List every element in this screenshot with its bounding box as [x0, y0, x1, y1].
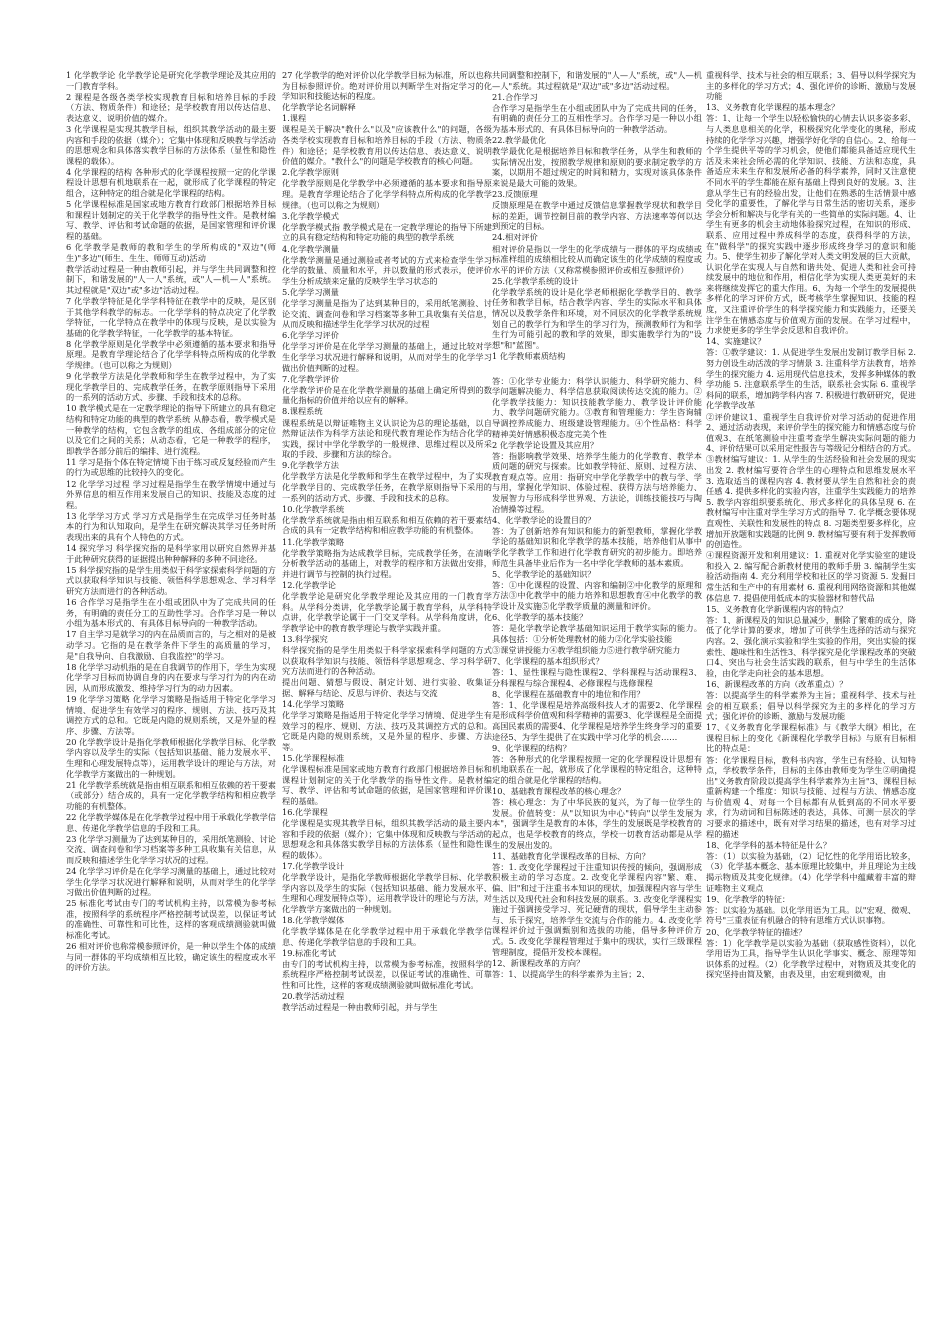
paragraph: 6、化学教学的基本技能？	[492, 612, 588, 623]
paragraph: 4 化学课程的结构 各种形式的化学课程按照一定的化学课程设计思想有机地联系在一起，就形成了化学课程的特定组合，这种特定的组合就是化学课程的结构。	[66, 166, 276, 199]
paragraph: 答：1. 改变化学课程过于注重知识传授的倾向，强调形成积极主动的学习态度。2. 改变化学课程内容"繁、难、偏、旧"和过于注重书本知识的现状，加强课程内容与学生生活以及现代社会和科技发展的联系。3. 改变化学课程实施过于强调接受学习、死记硬背的现状，倡导学生主动参与、乐于探究，培养学生交流与合作的能力。4. 改变化学课程评价过于强调甄别和选拔的功能，倡导多种评价方式。5. 改变化学课程管理过于集中的现状，实行三级课程管理制度，提倡开发校本课程。	[492, 861, 702, 957]
paragraph: 12、新课程改革的方向？	[492, 957, 585, 968]
paragraph: 答：1）化学教学是以实验为基础（获取感性资料），以化学用语为工具，指导学生认识化学事实、概念、原理等知识体系的过程。（2）化学教学过程中，对物质及其变化的探究坚持由简及繁，由表及里，由宏观到微观，由	[706, 937, 916, 980]
paragraph: ③课堂讲授能力④教学组织能力⑤进行教学研究能力	[492, 644, 681, 655]
paragraph: 科学探究指的是学生用类似于科学家探索科学问题的方式以获取科学知识与技能、领悟科学思想观念、学习科学研究方法而进行的各种活动。	[282, 644, 492, 677]
paragraph: 15、义务教育化学新课程内容的特点？	[706, 603, 848, 614]
paragraph: 化学学习评价是在化学学习测量的基础上，通过比较对学生化学学习状况进行解释和说明，从而对学生的化学学习做出价值判断的过程。	[282, 341, 492, 373]
paragraph: 化学教学模式指 教学模式是在一定教学理论的指导下所建立的具有稳定结构和特定功能的典型的教学系统	[282, 221, 492, 243]
paragraph: 答：各种形式的化学课程按照一定的化学课程设计思想有机地联系在一起，就形成了化学课程的特定组合，这种特定的组合就是化学课程的结构。	[492, 753, 702, 785]
paragraph: 合作学习是指学生在小组或团队中为了完成共同的任务，有明确的责任分工的互相性学习。合作学习是一种以小组为基本形式的、有具体目标导向的一种教学活动。	[492, 102, 702, 134]
paragraph: 22 化学教学媒体是在化学教学过程中用于承载化学教学信息、传递化学教学信息的手段和工具。	[66, 811, 276, 833]
paragraph: 化学教学系统的设计是化学老师根据化学教学目的、教学任务和教学目标，结合教学内容、学生的实际水平和具体情况以及教学条件和环境，对不同层次的化学教学系统规划自己的教学行为和学生的学习行为，预测教师行为和学生行为可能引起的教和学的效果，即实施教学行为的"设想"和"蓝图"。	[492, 286, 702, 350]
paragraph: 21.合作学习	[492, 91, 538, 102]
paragraph: 课程系统是以辩证唯物主义认识论为总的理论基础，以自然辩证法作为科学方法论和现代教育理论作为结合化学的实践，探讨中学化学教学的一般规律、思维过程以及所采取的手段、步骤和方法的综合。	[282, 417, 492, 460]
paragraph: 共同调整和控制下，和谐发展的"人—人"系统，或"人—机—人"系统。其过程就是"双边"或"多边"活动过程。	[492, 70, 702, 91]
paragraph: 10 教学模式是在一定教学理论的指导下所建立的具有稳定结构和特定功能的典型的教学系统 从静态看，教学模式是一种教学的结构，它包含教学的组成、各组成部分的定位以及它们之间的关系；从动态看，它是一种教学的程序，即教学各部分前后的编排、进行流程。	[66, 403, 276, 456]
paragraph: 答：以实验为基础。以化学用语为工具。以"宏观、微观、符号"三重表征有机融合的特有思维方式认识事物。	[706, 904, 916, 926]
paragraph: 教学活动过程是一种由教师引起，并与学生	[282, 1002, 438, 1013]
paragraph: 22.教学最优化	[492, 135, 546, 146]
paragraph: 答：化学课程目标，教科书内容，学生已有经验、认知特点，学校教学条件，目标的主体由教师变为学生②明确提出"义务教育阶段以提高学生科学素养为主旨"3、课程目标重新构建一个维度：知识与技能、过程与方法、情感态度与价值观 4、对每一个目标都有从低到高的不同水平要求，行为动词和目标陈述的表达，具体、可测一层次的学习要求的描述中，既有对学习结果的描述，也有对学习过程的描述	[706, 754, 916, 839]
paragraph: 25.化学教学系统的设计	[492, 275, 579, 286]
paragraph: 4、化学教学论的设置目的？	[492, 514, 596, 525]
paragraph: 化学教学原则是化学教学中必须遵循的基本要求和指导原理。是教育学理论结合了化学学科特点所构成的化学教学规律。（也可以称之为规则）	[282, 178, 492, 210]
paragraph: 18 化学学习动机指的是在自我调节的作用下，学生为实现化学学习目标而协调自身的内在要求与学习行为的内在动因，从而形成激发、维持学习行为的动力因素。	[66, 661, 276, 693]
paragraph: 答：1、以提高学生的科学素养为主旨；2、	[492, 968, 650, 979]
paragraph: 化学教学方法是化学教师和学生在教学过程中，为了实现化学教学目的、完成教学任务，在教学原则指导下采用的一系列的活动方式、步骤、手段和技术的总称。	[282, 471, 492, 503]
paragraph: 答：①中化课程的设置、内容和编制②中化教学的原理和方法③中化教学中的能力培养和思想教育④中化教学的教学设计及实施⑤化学教学质量的测量和评价。	[492, 579, 702, 611]
paragraph: 5、化学教学论的基础知识？	[492, 568, 596, 579]
paragraph: 18、化学学科的基本特征是什么？	[706, 839, 832, 850]
paragraph: 答：1、显性课程与隐性课程2、学科课程与活动课程3、分科课程与综合课程4、必修课程与选修课程	[492, 667, 702, 688]
paragraph: 7.化学教学评价	[282, 373, 339, 384]
paragraph: 提出问题、猜想与假设、制定计划、进行实验、收集证据、解释与结论、反思与评价、表达与交流	[282, 677, 492, 698]
paragraph: 16 合作学习是指学生在小组或团队中为了完成共同的任务，有明确的责任分工的互助性学习。合作学习是一种以小组为基本形式的、有具体目标导向的一种教学活动。	[66, 597, 276, 629]
text-column-4	[706, 70, 916, 1332]
paragraph: 19、化学教学的特征：	[706, 893, 791, 904]
paragraph: 7 化学教学特征是化学学科特征在教学中的反映，是区别于其他学科教学的标志。一化学学科的特点决定了化学教学特征，一化学特点在教学中的体现与反映，是以实验为基础的化学教学特征，一化学教学的基本特征。	[66, 295, 276, 338]
paragraph: 13、义务教育化学课程的基本理念？	[706, 102, 840, 113]
paragraph: 反馈原理是在教学中通过反馈信息掌握教学现状和教学目标的差距，调节控制目前的教学内容、方法速率等何以达到预定的目标。	[492, 200, 702, 232]
paragraph: 8 化学教学原则是化学教学中必须遵循的基本要求和指导原理。是教育学理论结合了化学学科特点所构成的化学教学规律。（也可以称之为规则）	[66, 338, 276, 371]
paragraph: 11 学习是指个体在特定情境下由于练习或反复经验而产生的行为或思维的比较持久的变化。	[66, 456, 276, 478]
paragraph: 17、《义务教育化学课程标准》与《教学大纲》相比，在课程目标上的变化《新课程化学教学目标》与原有目标相比的特点是：	[706, 722, 916, 754]
paragraph: 24.相对评价	[492, 232, 538, 243]
paragraph: 化学教学策略指为达成教学目标，完成教学任务，在清晰分析教学活动的基础上，对教学的程序和方法做出安排，并进行调节与控制的执行过程。	[282, 547, 492, 579]
text-column-3	[492, 70, 702, 1332]
paragraph: 8.课程系统	[282, 406, 323, 417]
paragraph: 2 化学教学论设置及其应用？	[492, 439, 599, 450]
paragraph: 12 化学学习过程 学习过程是指学生在教学情境中通过与外界信息的相互作用来发展自己的知识、技能及态度的过程。	[66, 478, 276, 510]
paragraph: 7、化学课程的基本组织形式？	[492, 655, 604, 666]
paragraph: 11、基础教育化学课程改革的目标、方向？	[492, 850, 650, 861]
paragraph: 14.化学学习策略	[282, 698, 345, 709]
paragraph: 20 化学教学设计是指化学教师根据化学教学目标、化学教学内容以及学生的实际（包括知识基础、能力发展水平、生理和心理发展特点等），运用教学设计的理论与方法，对化学教学方案做出的一种规划。	[66, 736, 276, 779]
paragraph: 3.化学教学模式	[282, 210, 339, 221]
paragraph: 教学活动过程是一种由教师引起，并与学生共同调整和控制下，和谐发展的"人一人"系统，或"人—机—人"系统。其过程就是"双边"或"多边"活动过程。	[66, 263, 276, 295]
paragraph: 10.化学教学系统	[282, 503, 345, 514]
paragraph: 答：是化学教学论教学基础知识运用于教学实际的能力。具体包括：①分析处理教材的能力②化学实验技能	[492, 623, 702, 644]
paragraph: ④课程资源开发和利用建议：1. 重视对化学实验室的建设和投入 2. 编写配合新教材使用的教师手册 3. 编制学生实验活动指南 4. 充分利用学校和社区的学习资源 5. 发掘日常生活和生产中的有用素材 6. 重视利用网络资源和其他媒体信息 7. 提倡使用低成本的实验器材和替代品	[706, 550, 916, 603]
paragraph: 化学学习策略是指适用于特定化学学习情境、促进学生有效学习的程序、规则、方法、技巧及其调控方式的总和。它既是内隐的规则系统，又是外显的程序、步骤、方法等。	[282, 710, 492, 752]
paragraph: 27 化学教学的绝对评价以化学教学目标为标准，所以也称为目标参照评价。绝对评价用以判断学生对指定学习的化学知识和技能达标的程度。	[282, 70, 492, 102]
paragraph: 1 化学教学论 化学教学论是研究化学教学理论及其应用的一门教育学科。	[66, 70, 276, 91]
paragraph: 15.化学课程标准	[282, 752, 345, 763]
paragraph: 课程是关于解决"教什么"以及"应该教什么"的问题，各级各类学校实现教育目标和培养目标的手段（方法、物质条件）和途径；是学校教育用以传达信息、表达意义、说明价值的媒介。"教什么"的问题是学校教育的核心问题。	[282, 124, 492, 167]
paragraph: 14、实施建议？	[706, 336, 766, 347]
paragraph: 由专门的考试机构主持，以常模为参考标准，按照科学的系统程序严格控制考试误差，以保证考试的准确性、可靠性和可比性，这样的客观成绩测验就叫做标准化考试。	[282, 958, 492, 990]
paragraph: 23 化学学习测量为了达到某种目的，采用纸笔测验、讨论交流、调查问卷和学习档案等多种工具收集有关信息，从而反映和描述学生化学学习状况的过程。	[66, 833, 276, 865]
paragraph: 20.教学活动过程	[282, 990, 345, 1001]
paragraph: 重视科学、技术与社会的相互联系；3、倡导以科学探究为主的多样化的学习方式；4、强化评价的诊断、激励与发展功能	[706, 70, 916, 102]
paragraph: 19.标准化考试	[282, 947, 336, 958]
paragraph: 17 自主学习是就学习的内在品质而言的，与之相对的是被动学习。它指的是在教学条件下学生的高质量的学习，是"自我导向、自我激励、自我监控"的学习。	[66, 629, 276, 661]
paragraph: 9.化学教学方法	[282, 460, 339, 471]
paragraph: 25 标准化考试由专门的考试机构主持，以常模为参考标准，按照科学的系统程序严格控制考试误差，以保证考试的准确性、可靠性和可比性，这样的客观成绩测验就叫做标准化考试。	[66, 898, 276, 940]
paragraph: 化学教学论名词解释	[282, 102, 356, 113]
paragraph: 答：核心理念：为了中华民族的复兴，为了每一位学生的发展。价值转变：从"以知识为中心"转向"以学生发展为本"，强调学生是教育的本体，学生的发展既是学校教育的起点，也是学校教育的终点，学校一切教育活动都是从学生的发展出发的。	[492, 797, 702, 850]
paragraph: 5 化学课程标准是国家或地方教育行政部门根据培养目标和课程计划制定的关于化学教学的指导性文件。是教材编写、教学、评估和考试命题的依据，是国家管理和评价课程的基础。	[66, 199, 276, 241]
paragraph: ②评价建议1、重视学生自我评价对学习活动的促进作用2、通过活动表现，来评价学生的探究能力和情感态度与价值观3、在纸笔测验中注重考查学生解决实际问题的能力4、评价结果可以采用定性报告与等级记分相结合的方式。	[706, 411, 916, 454]
paragraph: 化学教学测量是通过测验或者考试的方式来检查学生学习化学的数量、质量和水平，并以数量的形式表示，使评价学生分析成绩来定量的反映学生学习状态的	[282, 254, 492, 286]
paragraph: 答：指影响教学效果、培养学生能力的化学教育、教学本质问题的研究与探索。比如教学特征、原则、过程方法、教育观点等。应用：指研究中学化学教学中的教与学、学与用，掌握化学知识、体验过程、获得方法与培养能力、发展智力与形成科学世界观、方法论，训练技能技巧与陶冶情操等过程。	[492, 450, 702, 514]
paragraph: 6.化学学习评价	[282, 330, 339, 341]
paragraph: 12.化学教学论	[282, 579, 336, 590]
paragraph: 相对评价是指以一学生的化学成绩与一群体的平均成绩或标准样组的成绩相比较从而确定该生的化学成绩的程度或水平的评价方法（又称常模参照评价或相互参照评价）	[492, 243, 702, 275]
paragraph: 16.化学课程	[282, 806, 328, 817]
paragraph: 13 化学学习方式 学习方式是指学生在完成学习任务时基本的行为和认知取向，是学生在研究解决其学习任务时所表现出来的具有个人特色的方式。	[66, 510, 276, 543]
paragraph: 16、新课程改革的方向（改革重点）？	[706, 678, 848, 689]
paragraph: 化学课程标准是国家或地方教育行政部门根据培养目标和课程计划制定的关于化学教学的指导性文件。是教材编写、教学、评估和考试命题的依据，是国家管理和评价课程的基础。	[282, 764, 492, 806]
paragraph: 9 化学教学方法是化学教师和学生在教学过程中，为了实现化学教学目的、完成教学任务，在教学原则指导下采用的一系列的活动方式、步骤、手段和技术的总称。	[66, 371, 276, 403]
paragraph: 13.科学探究	[282, 633, 328, 644]
paragraph: 21 化学教学系统就是指由相互联系和相互依赖的若干要素（或部分）结合成的，具有一定化学教学结构和相应教学功能的有机整体。	[66, 779, 276, 811]
paragraph: 1.课程	[282, 113, 307, 124]
paragraph: 24 化学学习评价是在化学学习测量的基础上，通过比较对学生化学学习状况进行解释和说明，从而对学生的化学学习做出价值判断的过程。	[66, 865, 276, 898]
paragraph: 答：1、新课程及的知识总量减少，删除了繁难的成分，降低了化学计算的要求，增加了可供学生选择的活动与探究内容。2、强化演示实验和学生实验的作用，突出实验的探索性、趣味性和生活性3、科学探究是化学课程改革的突破口4、突出与社会生活实践的联系，但与中学生的生活体验，由化学走向社会的基本思想。	[706, 614, 916, 678]
paragraph: 化学教学论是研究化学教学理论及其应用的一门教育学科。从学科分类讲，化学教学论属于教育学科，从学科特点讲，化学教学论属于一门交叉学科。从学科角度讲，化学教学论中的教育教学理论与教学实践并重。	[282, 591, 492, 633]
paragraph: 教学最优化是根据培养目标和教学任务，从学生和教师的实际情况出发，按照教学规律和原则的要求制定教学的方案，以期用不超过规定的时间和精力，实现对该具体条件来说是最大可能的效果。	[492, 146, 702, 188]
paragraph: 1 化学教师素质结构	[492, 350, 566, 361]
paragraph: 11.化学教学策略	[282, 536, 345, 547]
paragraph: 答：①教学建议：1. 从促进学生发展出发制订教学目标 2. 努力创设生动活泼的学习情景 3. 注重科学方法教育，培养学生的探究能力 4. 运用现代信息技术，发挥多种媒体的教学功能 5. 注意联系学生的生活，联系社会实际 6. 重视学科间的联系，增加跨学科内容 7. 积极进行教研研究，促进化学教学改革	[706, 347, 916, 411]
paragraph: 答：1、化学课程是培养高级科技人才的需要2、化学课程是形成科学价值观和科学精神的需要3、化学课程是全面提高国民素质的需要4、化学课程是培养学生终身学习的重要途径5、为学生提供了在实践中学习化学的机会……	[492, 699, 702, 742]
paragraph: 5.化学学习测量	[282, 286, 339, 297]
paragraph: 3 化学课程是实现其教学目标，组织其教学活动的最主要内容和手段的依据（媒介）；它集中体现和反映教与学活动的思想观念和具体落实教学目标的方法体系（显性和隐性课程的载体）。	[66, 123, 276, 166]
paragraph: 18.化学教学媒体	[282, 914, 345, 925]
paragraph: 15 科学探究指的是学生用类似于科学家探索科学问题的方式以获取科学知识与技能、领悟科学思想观念、学习科学研究方法而进行的各种活动。	[66, 564, 276, 596]
paragraph: 17.化学教学设计	[282, 860, 345, 871]
paragraph: 化学教学媒体是在化学教学过程中用于承载化学教学信息、传递化学教学信息的手段和工具。	[282, 925, 492, 947]
paragraph: 14 探究学习 科学探究指的是科学家用以研究自然界并基于此种研究获得的证据提出种种解释的多种不同途径。	[66, 543, 276, 564]
paragraph: 20、化学教学特征的描述？	[706, 926, 807, 937]
paragraph: 答：以提高学生的科学素养为主旨；重视科学、技术与社会的相互联系；倡导以科学探究为主的多样化的学习方式；强化评价的诊断、激励与发展功能	[706, 689, 916, 722]
paragraph: 23.反馈原理	[492, 189, 538, 200]
paragraph: 化学学习测量是指为了达到某种目的，采用纸笔测验、讨论交流、调查问卷和学习档案等多种工具收集有关信息，从而反映和描述学生化学学习状况的过程	[282, 297, 492, 330]
paragraph: 26 相对评价也称常模参照评价，是一种以学生个体的成绩与同一群体的平均成绩相互比较，确定该生的程度或水平的评价方法。	[66, 941, 276, 973]
text-column-1	[66, 70, 276, 1332]
paragraph: 2.化学教学原则	[282, 167, 339, 178]
paragraph: 化学教学系统就是指由相互联系和相互依赖的若干要素结合成的具有一定教学结构和相应教学功能的有机整体。	[282, 514, 492, 536]
paragraph: 答：为了创新培养有知识和能力的新型教师，掌握化学教学论的基础知识和化学教学的基本技能，培养他们从事中学化学教学工作和进行化学教育研究的初步能力。即培养师范生具备毕业后作为一名中学化学教师的基本素质。	[492, 525, 702, 568]
paragraph: 8、化学课程在基础教育中的地位和作用？	[492, 688, 645, 699]
paragraph: 2 课程是各级各类学校实现教育目标和培养目标的手段（方法、物质条件）和途径；是学校教育用以传达信息、表达意义、说明价值的媒介。	[66, 91, 276, 123]
text-column-2	[282, 70, 492, 1332]
paragraph: ③教材编写建议：1. 从学生的生活经验和社会发展的现实出发 2. 教材编写要符合学生的心理特点和思维发展水平 3. 选取适当的课程内容 4. 教材要从学生自然和社会的责任感 4. 提供多样化的实验内容，注重学生实践能力的培养 5. 教学内容组织要系统化、形式多样化的具体呈现 6. 在教材编写中注重对学生学习方式的指导 7. 化学概念要体现直观性、关联性和发展性的特点 8. 习题类型要多样化，应增加开放题和实践题的比例 9. 教材编写要有利于发挥教师的创造性。	[706, 454, 916, 550]
paragraph: 答：（1）以实验为基础，（2）记忆性的化学用语比较多，（3）化学基本概念、基本原理比较集中，并且理论为主线揭示物质及其变化规律。（4）化学学科中蕴藏着丰富的辩证唯物主义观点	[706, 850, 916, 893]
paragraph: 4.化学教学测量	[282, 243, 339, 254]
paragraph: 答：1、让每一个学生以轻松愉快的心情去认识多姿多彩、与人类息息相关的化学，积极探究化学变化的奥秘，形成持续的化学学习兴趣，增强学好化学的自信心。2、给每一个学生提供平等的学习机会，使他们都能具备适应现代生活及未来社会所必需的化学知识、技能、方法和态度，具备适应未来生存和发展所必备的科学素养，同时又注意使不同水平的学生都能在原有基础上得到良好的发展。3、注意从学生已有的经验出发，让他们在熟悉的生活情景中感受化学的重要性，了解化学与日常生活的密切关系，逐步学会分析和解决与化学有关的一些简单的实际问题。4、让学生有更多的机会主动地体验探究过程，在知识的形成、联系、应用过程中养成科学的态度，获得科学的方法，在"做科学"的探究实践中逐步形成终身学习的意识和能力。5、使学生初步了解化学对人类文明发展的巨大贡献，认识化学在实现人与自然和谐共处、促进人类和社会可持续发展中的地位和作用，相信化学为实现人类更美好的未来将继续发挥它的重大作用。6、为每一个学生的发展提供多样化的学习评价方式，既考核学生掌握知识、技能的程度，又注重评价学生的科学探究能力和实践能力，还要关注学生在情感态度与价值观方面的发展。在学习过程中，力求使更多的学生学会反思和自我评价。	[706, 113, 916, 336]
paragraph: 化学课程是实现其教学目标，组织其教学活动的最主要内容和手段的依据（媒介）；它集中体现和反映教与学活动的思想观念和具体落实教学目标的方法体系（显性和隐性课程的载体）。	[282, 817, 492, 860]
paragraph: 6 化学教学是教师的教和学生的学所构成的"双边"(师生)"多边"(师生、生生、师师互动)活动	[66, 242, 276, 263]
paragraph: 19 化学学习策略 化学学习策略是指适用于特定化学学习情境、促进学生有效学习的程序、规则、方法、技巧及其调控方式的总和。它既是内隐的规则系统，又是外显的程序、步骤、方法等。	[66, 693, 276, 736]
paragraph: 答：①化学专业能力：科学认识能力、科学研究能力、科学问题解决能力、科学信息获取阅读传达交流的能力。②化学教学技能力：知识技能教学能力、教学设计评价能力、教学问题研究能力。③教育和管理能力：学生咨询辅导调控养成能力、班级建设管理能力。④个性品格：科学精神美好情感积极态度完美个性	[492, 375, 702, 439]
paragraph: 化学教学设计，是指化学教师根据化学教学目标、化学教学内容以及学生的实际（包括知识基础、能力发展水平、生理和心理发展特点等），运用教学设计的理论与方法，对化学教学方案做出的一种规划。	[282, 871, 492, 914]
paragraph: 10、基础教育课程改革的核心理念？	[492, 786, 626, 797]
paragraph: 化学教学评价是在化学教学测量的基础上确定所得到的数量化指标的价值并给以应有的解释。	[282, 384, 492, 406]
paragraph: 9、化学课程的结构？	[492, 742, 571, 753]
